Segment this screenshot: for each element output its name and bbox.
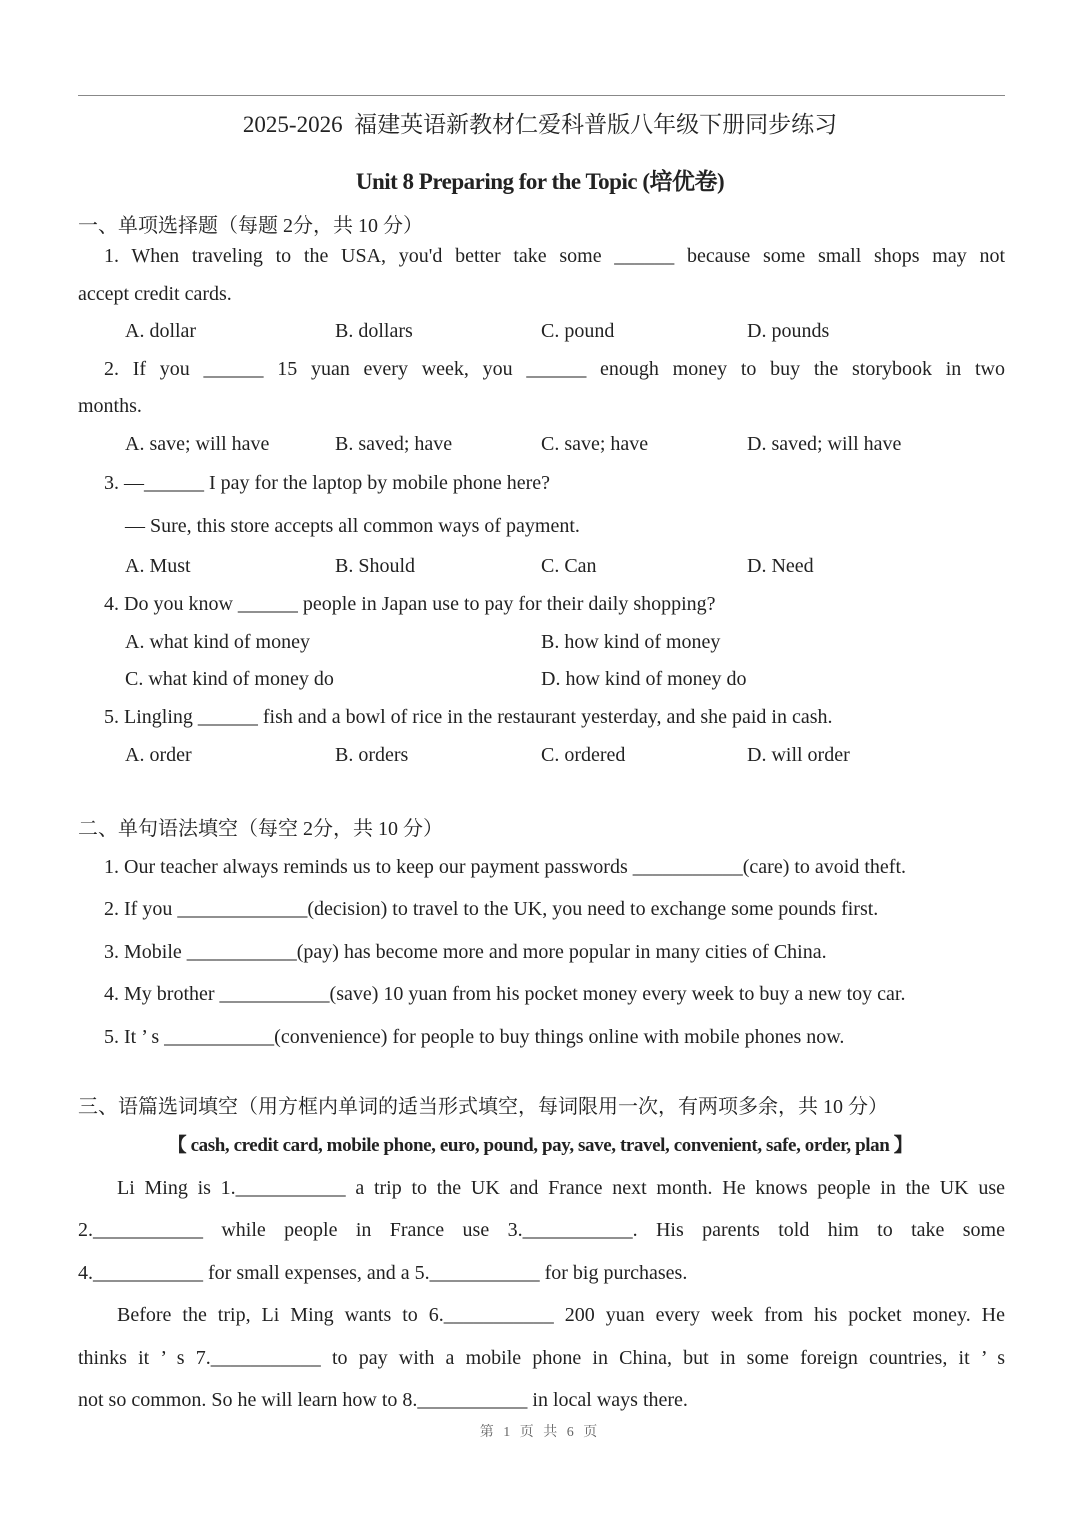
q5-option-c: C. ordered xyxy=(541,744,626,766)
header-rule xyxy=(78,95,1005,96)
document-subtitle: Unit 8 Preparing for the Topic (培优卷) xyxy=(355,169,725,194)
q1-line1: 1. When traveling to the USA, you'd better take some ______ because some small shops may not xyxy=(104,245,1005,267)
q3-option-c: C. Can xyxy=(541,555,597,577)
section3-heading: 三、语篇选词填空（用方框内单词的适当形式填空，每词限用一次，有两项多余，共 10 分） xyxy=(78,1096,888,1118)
q2-option-b: B. saved; have xyxy=(335,433,453,455)
q5-option-d: D. will order xyxy=(747,744,850,766)
q1-option-b: B. dollars xyxy=(335,320,413,342)
passage-line-6: not so common. So he will learn how to 8.___________ in local ways there. xyxy=(78,1389,688,1411)
word-box: 【 cash, credit card, mobile phone, euro, pound, pay, save, travel, convenient, safe, order, plan 】 xyxy=(167,1135,913,1156)
q5-line1: 5. Lingling ______ fish and a bowl of rice in the restaurant yesterday, and she paid in cash. xyxy=(104,706,833,728)
q3-line1: 3. —______ I pay for the laptop by mobile phone here? xyxy=(104,472,550,494)
section1-heading: 一、单项选择题（每题 2分，共 10 分） xyxy=(78,215,423,237)
q2-line1: 2. If you ______ 15 yuan every week, you ______ enough money to buy the storybook in two xyxy=(104,358,1005,380)
q4-option-d: D. how kind of money do xyxy=(541,668,747,690)
page-number: 第 1 页 共 6 页 xyxy=(479,1425,601,1440)
q5-option-a: A. order xyxy=(125,744,192,766)
q1-option-c: C. pound xyxy=(541,320,615,342)
passage-line-4: Before the trip, Li Ming wants to 6.___________ 200 yuan every week from his pocket money. He xyxy=(117,1304,1005,1326)
passage-line-1: Li Ming is 1.___________ a trip to the UK and France next month. He knows people in the UK use xyxy=(117,1177,1005,1199)
q5-option-b: B. orders xyxy=(335,744,409,766)
q4-option-a: A. what kind of money xyxy=(125,631,310,653)
q4-option-b: B. how kind of money xyxy=(541,631,721,653)
passage-line-5: thinks it ’ s 7.___________ to pay with a mobile phone in China, but in some foreign countries, it ’ s xyxy=(78,1347,1005,1369)
grammar-item-3: 3. Mobile ___________(pay) has become more and more popular in many cities of China. xyxy=(104,941,827,963)
q4-line1: 4. Do you know ______ people in Japan use to pay for their daily shopping? xyxy=(104,593,716,615)
q1-line2: accept credit cards. xyxy=(78,283,232,305)
q2-option-d: D. saved; will have xyxy=(747,433,902,455)
q2-line2: months. xyxy=(78,395,142,417)
q3-line2: — Sure, this store accepts all common ways of payment. xyxy=(125,515,580,537)
document-title: 2025-2026 福建英语新教材仁爱科普版八年级下册同步练习 xyxy=(242,112,838,137)
grammar-item-1: 1. Our teacher always reminds us to keep our payment passwords ___________(care) to avoid theft. xyxy=(104,856,907,878)
q3-option-a: A. Must xyxy=(125,555,191,577)
grammar-item-5: 5. It ’ s ___________(convenience) for people to buy things online with mobile phones now. xyxy=(104,1026,845,1048)
q1-option-d: D. pounds xyxy=(747,320,830,342)
grammar-item-2: 2. If you _____________(decision) to travel to the UK, you need to exchange some pounds first. xyxy=(104,898,879,920)
passage-line-3: 4.___________ for small expenses, and a 5.___________ for big purchases. xyxy=(78,1262,688,1284)
passage-line-2: 2.___________ while people in France use 3.___________. His parents told him to take some xyxy=(78,1219,1005,1241)
q2-option-c: C. save; have xyxy=(541,433,649,455)
grammar-item-4: 4. My brother ___________(save) 10 yuan from his pocket money every week to buy a new toy car. xyxy=(104,983,906,1005)
section2-heading: 二、单句语法填空（每空 2分，共 10 分） xyxy=(78,818,443,840)
q1-option-a: A. dollar xyxy=(125,320,197,342)
q2-option-a: A. save; will have xyxy=(125,433,270,455)
q3-option-d: D. Need xyxy=(747,555,814,577)
q4-option-c: C. what kind of money do xyxy=(125,668,334,690)
q3-option-b: B. Should xyxy=(335,555,416,577)
